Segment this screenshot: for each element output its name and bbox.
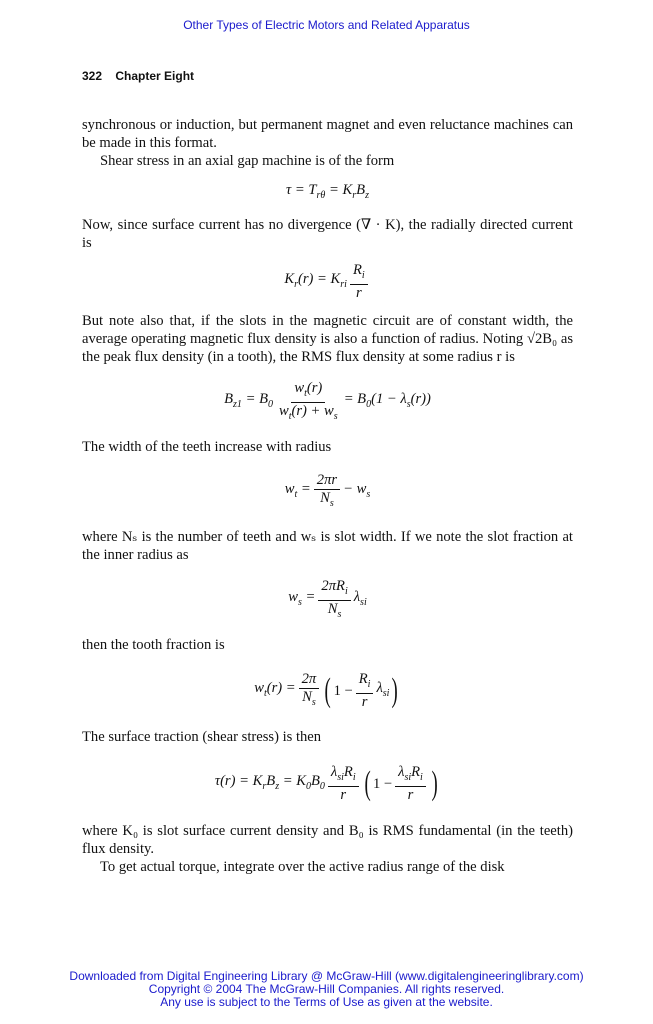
page-footer	[0, 970, 653, 1009]
paragraph-6: where Nₛ is the number of teeth and wₛ is slot width. If we note the slot fraction at the inner radius as	[82, 529, 573, 563]
paragraph-9: where K₀ is slot surface current density and B₀ is RMS fundamental (in the teeth) flux density.	[82, 823, 573, 857]
equation-6: $w_t(r)$ = $\frac{2\pi}{N_s}$ ( 1 − $\frac{R_i}{r}$ $\lambda_{si}$ )	[254, 671, 399, 710]
paragraph-3: Now, since surface current has no divergence (∇ · K), the radially directed current is	[82, 217, 573, 251]
equation-3: $B_{z1} = B_0$ $\frac{w_t(r)}{w_t(r) + w_s}$ = $B_0(1 - \lambda_s(r))$	[224, 379, 431, 422]
footer-copyright: Copyright © 2004 The McGraw-Hill Companies. All rights reserved.	[148, 982, 505, 996]
footer-download-link[interactable]: Downloaded from Digital Engineering Library @ McGraw-Hill (www.digitalengineeringlibrary.com)	[69, 969, 584, 983]
equation-2: $K_r(r) = K_{ri}$ $\frac{R_i}{r}$	[82, 252, 573, 312]
book-title-header: Other Types of Electric Motors and Related Apparatus	[183, 18, 470, 32]
equation-1-render: $\tau = T_{r\theta} = K_rB_z$	[286, 182, 369, 201]
paragraph-5: The width of the teeth increase with radius	[82, 439, 332, 455]
paragraph-4: But note also that, if the slots in the magnetic circuit are of constant width, the average operating magnetic flux density is also a function of radius. Noting √2B₀ as the peak flux density (in a tooth), the RMS flux density at some radius r is	[82, 313, 573, 365]
paragraph-2: Shear stress in an axial gap machine is of the form	[100, 153, 395, 169]
equation-5: $w_s$ = $\frac{2\pi R_i}{N_s}$ $\lambda_{si}$	[288, 577, 367, 620]
equation-7: $\tau(r) = K_rB_z = K_0B_0$ $\frac{\lambda_{si}R_i}{r}$ ( 1 − $\frac{\lambda_{si}R_i}{r}$ )	[214, 764, 438, 803]
running-head	[82, 69, 194, 83]
equation-4: $w_t$ = $\frac{2\pi r}{N_s}$ − $w_s$	[284, 472, 371, 509]
paragraph-1: synchronous or induction, but permanent magnet and even reluctance machines can be made in this format.	[82, 117, 573, 151]
paragraph-10: To get actual torque, integrate over the active radius range of the disk	[100, 859, 505, 875]
equation-1	[82, 170, 573, 216]
page-number: 322	[82, 69, 103, 83]
chapter-label: Chapter Eight	[115, 69, 195, 83]
paragraph-7: then the tooth fraction is	[82, 637, 225, 653]
paragraph-8: The surface traction (shear stress) is then	[82, 729, 322, 745]
footer-terms[interactable]: Any use is subject to the Terms of Use as given at the website.	[160, 995, 493, 1009]
page-body	[82, 116, 573, 876]
